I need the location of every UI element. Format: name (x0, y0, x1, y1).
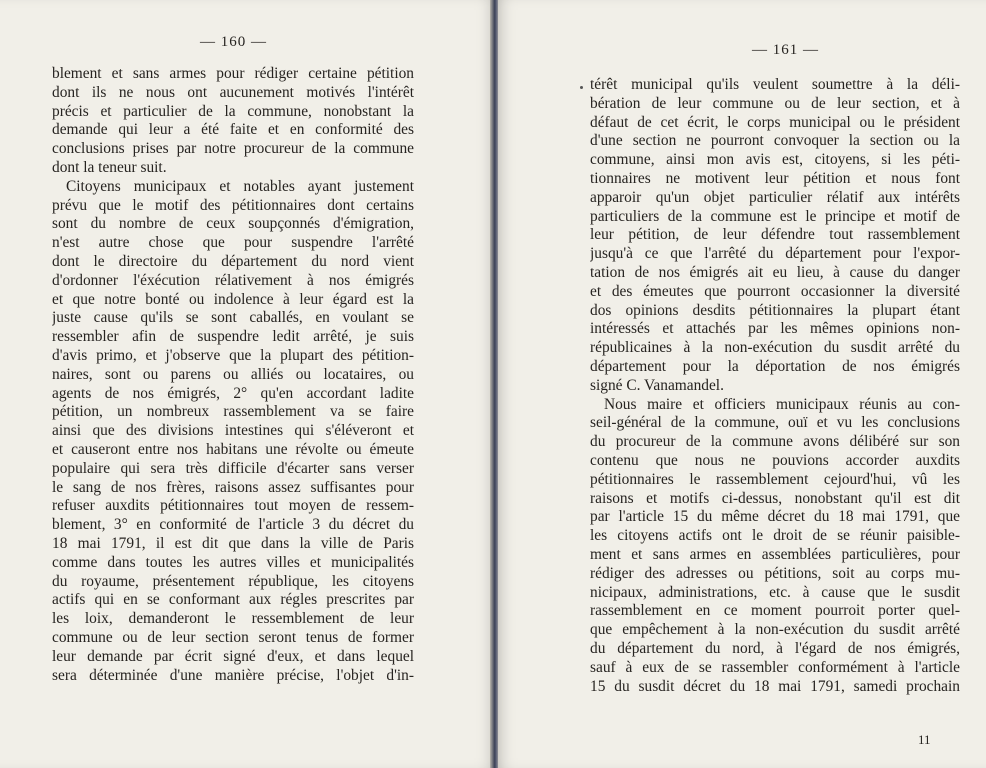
text-line: juste cause qu'ils se sont caballés, en voulant se (52, 309, 414, 327)
text-line: précis et particulier de la commune, nonobstant la (52, 102, 414, 120)
text-line: et que notre bonté ou indolence à leur égard est la (52, 290, 414, 308)
text-line: blement, 3° en conformité de l'article 3 du décret du (52, 516, 414, 534)
text-line: et des émeutes que pourront occasionner la diversité (590, 282, 960, 300)
text-line: dos opinions desdits pétitionnaires la plupart étant (590, 301, 960, 319)
text-line: prévu que le motif des pétitionnaires dont certains (52, 196, 414, 214)
text-line: sauf à eux de se rassembler conformément à l'article (590, 658, 960, 676)
text-line: 15 du susdit décret du 18 mai 1791, samedi prochain (590, 677, 960, 695)
text-line: ressembler afin de suspendre ledit arrêté, je suis (52, 328, 414, 346)
text-line: rassemblement en ce moment pourroit porter quel- (590, 602, 960, 620)
text-line: populaire qui sera très difficile d'écarter sans verser (52, 459, 414, 477)
text-line: seil-général de la commune, ouï et vu les conclusions (590, 414, 960, 432)
text-line: pétition, un nombreux rassemblement va se faire (52, 403, 414, 421)
text-line: apparoir qu'un objet particulier rélatif aux intérêts (590, 188, 960, 206)
text-line: ment et sans armes en assemblées particulières, pour (590, 545, 960, 563)
text-line: par l'article 15 du même décret du 18 mai 1791, que (590, 508, 960, 526)
text-line: défaut de cet écrit, le corps municipal ou le président (590, 113, 960, 131)
text-line: n'est autre chose que pour suspendre l'arrêté (52, 234, 414, 252)
text-line: et causeront entre nos habitans une révolte ou émeute (52, 440, 414, 458)
text-line: demande qui leur a été faite et en conformité des (52, 121, 414, 139)
text-line: leur demande par écrit signé d'eux, et dans lequel (52, 647, 414, 665)
text-line: 18 mai 1791, il est dit que dans la ville de Paris (52, 534, 414, 552)
text-line: d'ordonner l'éxécution rélativement à nos émigrés (52, 271, 414, 289)
text-line: dont ils ne nous ont aucunement motivés l'intérêt (52, 83, 414, 101)
text-line: nicipaux, administrations, etc. à cause que le susdit (590, 583, 960, 601)
text-line: contenu que nous ne pouvions accorder auxdits (590, 451, 960, 469)
text-line: jusqu'à ce que l'arrêté du département pour l'expor- (590, 245, 960, 263)
text-line: département pour la déportation de nos émigrés (590, 357, 960, 375)
text-line: d'une section ne pourront convoquer la section ou la (590, 132, 960, 150)
text-line: dont la teneur suit. (52, 158, 167, 176)
text-line: actifs qui en se conformant aux régles prescrites par (52, 591, 414, 609)
text-line: le sang de nos frères, raisons assez suffisantes pour (52, 478, 414, 496)
text-line: particuliers de la commune est le principe et motif de (590, 207, 960, 225)
text-line: raisons et motifs ci-dessus, nonobstant qu'il est dit (590, 489, 960, 507)
text-line: républicaines à la non-exécution du susdit arrêté du (590, 339, 960, 357)
right-page-text (590, 76, 960, 696)
text-line: conclusions prises par notre procureur de la commune (52, 140, 414, 158)
text-line: bération de leur commune ou de leur section, et à (590, 94, 960, 112)
text-line: refuser auxdits pétitionnaires tout moyen de ressem- (52, 497, 414, 515)
text-line: agents de nos émigrés, 2° qu'en accordant ladite (52, 384, 414, 402)
text-line: Nous maire et officiers municipaux réunis au con- (604, 395, 960, 413)
text-line: pétitionnaires le rassemblement cejourd'hui, vû les (590, 470, 960, 488)
text-line: blement et sans armes pour rédiger certaine pétition (52, 65, 414, 82)
text-line: du royaume, présentement république, les citoyens (52, 572, 414, 590)
right-page (498, 0, 986, 768)
text-line: comme dans toutes les autres villes et municipalités (52, 553, 414, 571)
text-line: que empêchement à la non-exécution du susdit arrêté (590, 621, 960, 639)
text-line: les loix, demanderont le ressemblement de leur (52, 610, 414, 628)
margin-dot-mark (580, 86, 583, 89)
text-line: commune, ainsi mon avis est, citoyens, si les péti- (590, 151, 960, 169)
text-line: rédiger des adresses ou pétitions, soit au corps mu- (590, 564, 960, 582)
text-line: d'avis primo, et j'observe que la plupart des pétition- (52, 346, 414, 364)
text-line: tionnaires ne motivent leur pétition et nous font (590, 169, 960, 187)
text-line: du procureur de la commune avons délibéré sur son (590, 433, 960, 451)
left-page-number: — 160 — (200, 34, 267, 50)
text-line: les citoyens actifs ont le droit de se réunir paisible- (590, 527, 960, 545)
text-line: sera déterminée d'une manière précise, l'objet d'in- (52, 666, 414, 684)
text-line: tation de nos émigrés ait eu lieu, à cause du danger (590, 263, 960, 281)
text-line: intéressés et attachés par les mêmes opinions non- (590, 320, 960, 338)
text-line: dont le directoire du département du nord vient (52, 252, 414, 270)
text-line: commune ou de leur section seront tenus de former (52, 628, 414, 646)
left-page-text (52, 65, 414, 685)
text-line: ainsi que des divisions intestines qui s'éléveront et (52, 422, 414, 440)
text-line: signé C. Vanamandel. (590, 376, 724, 394)
signature-mark: 11 (918, 732, 931, 747)
text-line: leur pétition, de leur défendre tout rassemblement (590, 226, 960, 244)
right-page-number: — 161 — (752, 42, 819, 58)
text-line: du département du nord, à l'égard de nos émigrés, (590, 639, 960, 657)
text-line: naires, sont ou parens ou alliés ou locataires, ou (52, 365, 414, 383)
text-line: Citoyens municipaux et notables ayant justement (66, 177, 414, 195)
text-line: sont du nombre de ceux soupçonnés d'émigration, (52, 215, 414, 233)
text-line: térêt municipal qu'ils veulent soumettre à la déli- (590, 76, 960, 93)
